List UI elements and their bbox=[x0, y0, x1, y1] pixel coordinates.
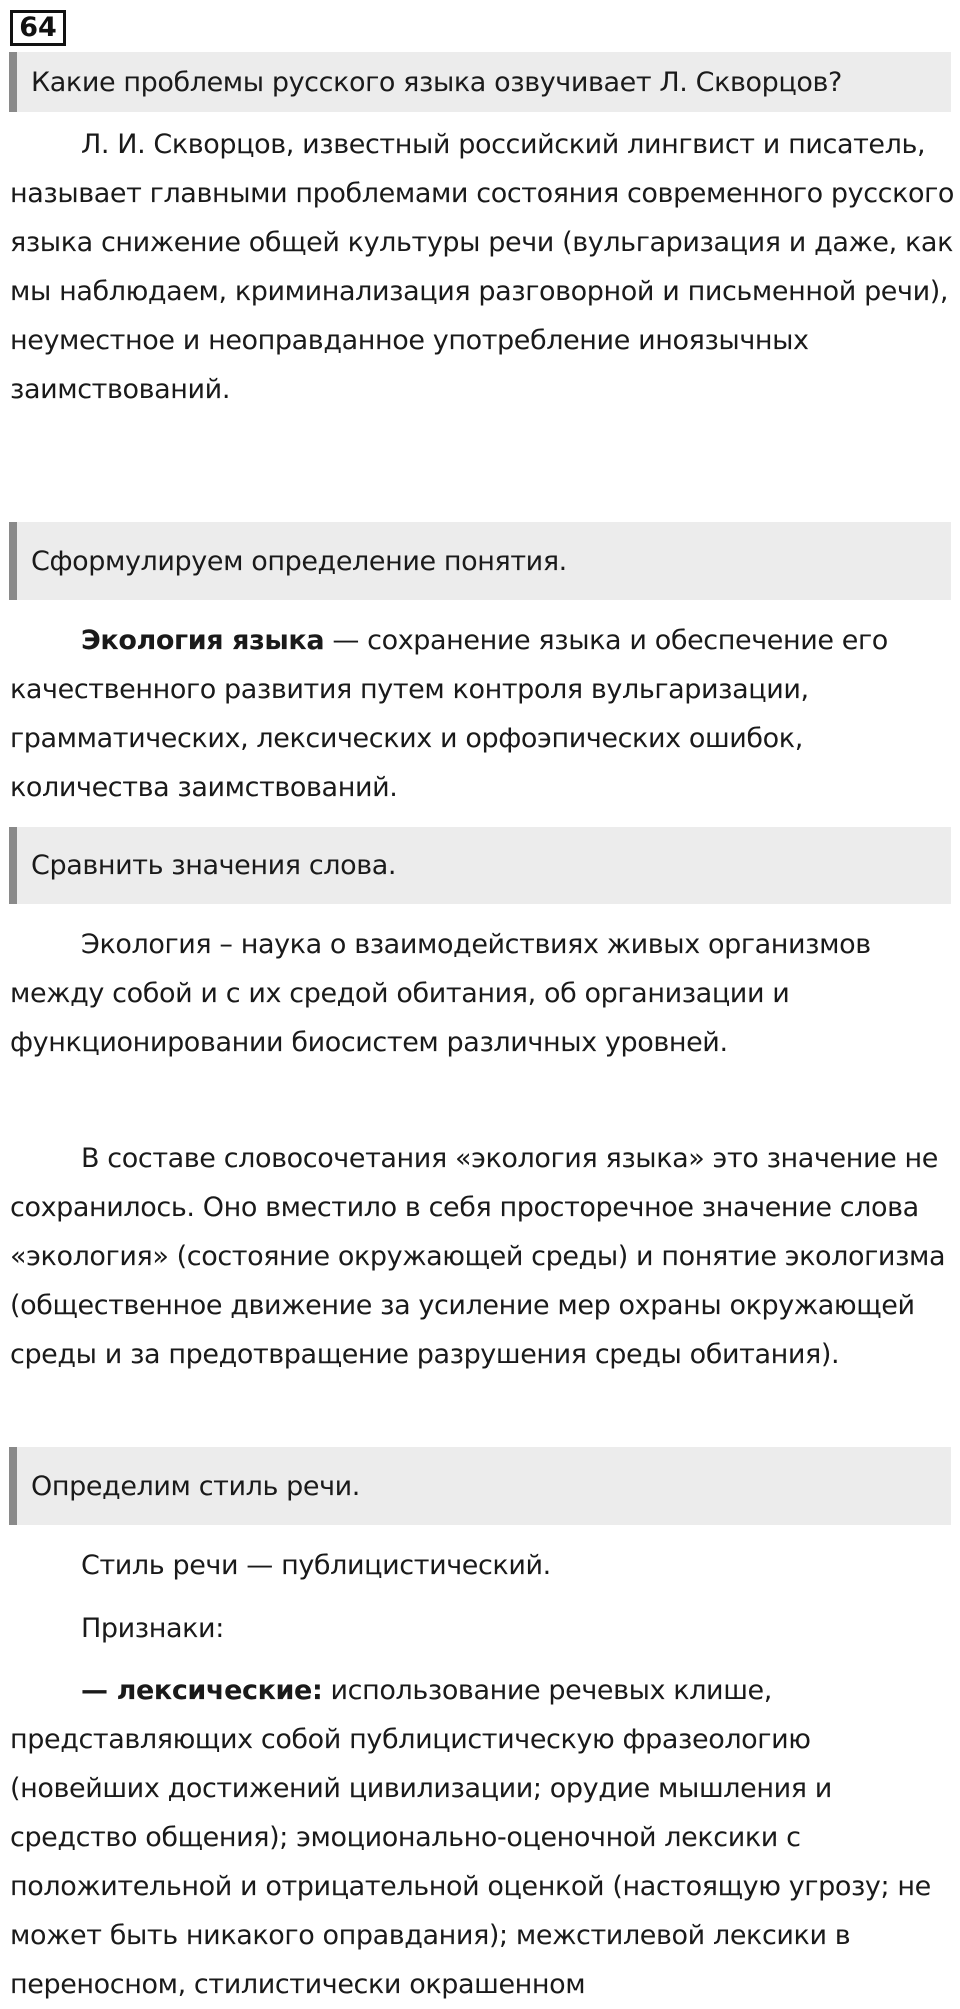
style-paragraph: Стиль речи — публицистический. bbox=[81, 1550, 551, 1581]
definition-paragraph bbox=[10, 616, 955, 812]
signs-label: Признаки: bbox=[81, 1613, 224, 1644]
section-header-style: Определим стиль речи. bbox=[9, 1447, 951, 1525]
definition-text: — сохранение языка и обеспечение его качественного развития путем контроля вульгаризации, грамматических, лексических и орфоэпических ошибок, количества заимствований. bbox=[10, 625, 888, 803]
task-number-badge: 64 bbox=[10, 10, 66, 46]
ecology-meaning-paragraph: Экология – наука о взаимодействиях живых организмов между собой и с их средой обитания, об организации и функционировании биосистем различных уровней. bbox=[10, 929, 871, 1058]
section-header-compare: Сравнить значения слова. bbox=[9, 827, 951, 904]
section-header-question: Какие проблемы русского языка озвучивает Л. Скворцов? bbox=[9, 52, 951, 112]
answer-paragraph-skvortsov: Л. И. Скворцов, известный российский лингвист и писатель, называет главными проблемами состояния современного русского языка снижение общей культуры речи (вульгаризация и даже, как мы наблюдаем, криминализация разговорной и письменной речи), неуместное и неоправданное употребление иноязычных заимствований. bbox=[10, 129, 955, 405]
lexical-signs-paragraph bbox=[10, 1666, 955, 2009]
lexical-signs-text: использование речевых клише, представляющих собой публицистическую фразеологию (новейших достижений цивилизации; орудие мышления и средство общения); эмоционально-оценочной лексики с положительной и отрицательной оценкой (настоящую угрозу; не может быть никакого оправдания); межстилевой лексики в переносном, стилистически окрашенном bbox=[10, 1675, 931, 2000]
definition-term: Экология языка bbox=[81, 625, 325, 656]
ecology-of-language-paragraph: В составе словосочетания «экология языка» это значение не сохранилось. Оно вместило в себя просторечное значение слова «экология» (состояние окружающей среды) и понятие экологизма (общественное движение за усиление мер охраны окружающей среды и за предотвращение разрушения среды обитания). bbox=[10, 1143, 946, 1370]
section-header-definition: Сформулируем определение понятия. bbox=[9, 522, 951, 600]
lexical-signs-term: — лексические: bbox=[81, 1675, 323, 1706]
